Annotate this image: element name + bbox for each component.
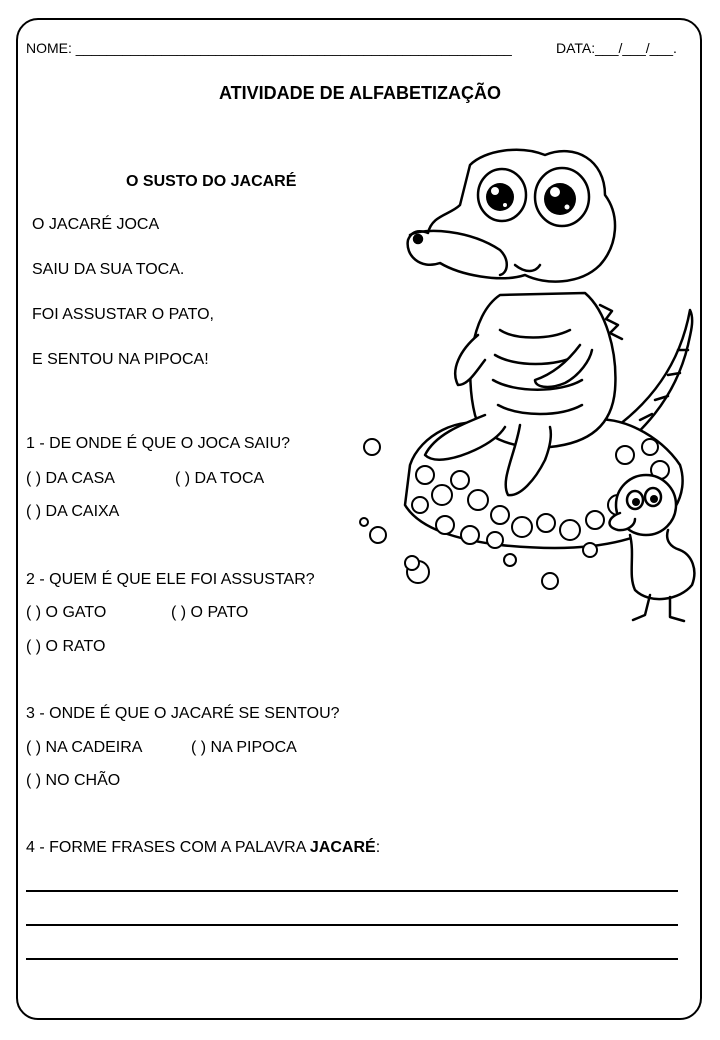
writing-line[interactable] (26, 958, 678, 960)
option-checkbox[interactable]: ( ) DA CAIXA (26, 503, 120, 520)
poem-line: SAIU DA SUA TOCA. (32, 261, 185, 278)
poem-line: E SENTOU NA PIPOCA! (32, 351, 209, 368)
writing-line[interactable] (26, 924, 678, 926)
question-4-text: 4 - FORME FRASES COM A PALAVRA (26, 839, 310, 856)
option-checkbox[interactable]: ( ) DA CASA (26, 470, 115, 487)
writing-line[interactable] (26, 890, 678, 892)
name-field-label: NOME: ________________________________________________________ (26, 40, 512, 56)
option-checkbox[interactable]: ( ) NO CHÃO (26, 772, 121, 789)
option-checkbox[interactable]: ( ) NA PIPOCA (191, 739, 297, 756)
poem-line: O JACARÉ JOCA (32, 216, 160, 233)
question-2: 2 - QUEM É QUE ELE FOI ASSUSTAR? (26, 571, 315, 588)
alligator-duck-popcorn-illustration (350, 135, 700, 630)
option-checkbox[interactable]: ( ) O PATO (171, 604, 249, 621)
page-title: ATIVIDADE DE ALFABETIZAÇÃO (219, 83, 501, 103)
question-3: 3 - ONDE É QUE O JACARÉ SE SENTOU? (26, 705, 340, 722)
option-checkbox[interactable]: ( ) NA CADEIRA (26, 739, 143, 756)
question-4-keyword: JACARÉ (309, 839, 376, 856)
question-1: 1 - DE ONDE É QUE O JOCA SAIU? (26, 435, 291, 452)
poem-line: FOI ASSUSTAR O PATO, (32, 306, 214, 323)
option-checkbox[interactable]: ( ) O RATO (26, 638, 106, 655)
date-field-label: DATA:___/___/___. (556, 40, 677, 56)
question-4 (26, 839, 380, 857)
option-checkbox[interactable]: ( ) DA TOCA (175, 470, 265, 487)
question-4-colon: : (375, 839, 381, 856)
option-checkbox[interactable]: ( ) O GATO (26, 604, 107, 621)
poem-title: O SUSTO DO JACARÉ (126, 173, 297, 190)
